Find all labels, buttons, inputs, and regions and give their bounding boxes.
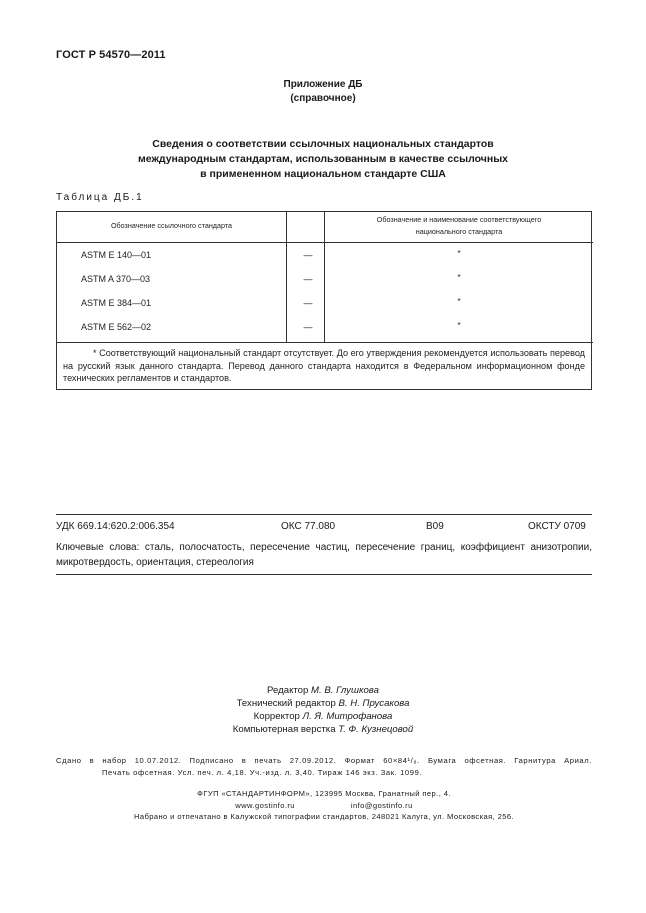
national-standard: * (457, 249, 461, 258)
header-divider (57, 242, 593, 243)
credit-proofreader (0, 710, 646, 723)
credit-editor (0, 684, 646, 697)
publisher-email[interactable]: info@gostinfo.ru (350, 800, 413, 810)
column-header-national (325, 214, 593, 238)
publisher-info (56, 788, 592, 823)
credit-name: Л. Я. Митрофанова (302, 711, 393, 722)
column-header-national-line-2: национального стандарта (415, 227, 503, 236)
credits (0, 684, 646, 736)
degree-of-correspondence: — (303, 322, 313, 332)
appendix-title: Приложение ДБ (283, 79, 363, 90)
section-title-line-2: международным стандартам, использованным в качестве ссылочных (137, 153, 508, 165)
reference-standard: ASTM A 370—03 (81, 274, 151, 284)
credit-role: Технический редактор (236, 698, 336, 709)
degree-of-correspondence: — (303, 250, 313, 260)
table-footnote-text: * Соответствующий национальный стандарт отсутствует. До его утверждения рекомендуется использовать перевод на русский язык данного стандарта. Перевод данного стандарта находится в Федеральном информационном фонде технических регламентов и стандартов. (63, 348, 585, 383)
keywords: Ключевые слова: сталь, полосчатость, пересечение частиц, пересечение границ, коэффициент анизотропии, микротвердость, ориентация, стереология (56, 542, 592, 568)
correspondence-table (56, 211, 592, 390)
credit-technical-editor (0, 697, 646, 710)
credit-layout (0, 723, 646, 736)
bottom-rule (56, 574, 592, 575)
section-title-line-1: Сведения о соответствии ссылочных национальных стандартов (152, 138, 494, 150)
imprint-line-1: Сдано в набор 10.07.2012. Подписано в печать 27.09.2012. Формат 60×84¹/₈. Бумага офсетная. Гарнитура Ариал. (56, 756, 592, 765)
degree-of-correspondence: — (303, 274, 313, 284)
credit-name: Т. Ф. Кузнецовой (338, 724, 414, 735)
national-standard: * (457, 297, 461, 306)
publisher-contacts (56, 800, 592, 812)
section-title (0, 137, 646, 182)
appendix-heading (0, 78, 646, 106)
national-standard: * (457, 273, 461, 282)
column-header-reference: Обозначение ссылочного стандарта (110, 221, 233, 230)
top-rule (56, 514, 592, 515)
printing-house: Набрано и отпечатано в Калужской типографии стандартов, 248021 Калуга, ул. Московская, 256. (133, 812, 515, 821)
footnote-divider (57, 342, 593, 343)
group-code: В09 (426, 521, 444, 532)
column-header-national-line-1: Обозначение и наименование соответствующего (376, 215, 542, 224)
oks-code: ОКС 77.080 (281, 521, 336, 532)
credit-role: Компьютерная верстка (232, 724, 336, 735)
credit-name: М. В. Глушкова (311, 685, 379, 696)
credit-role: Корректор (253, 711, 300, 722)
reference-standard: ASTM E 562—02 (81, 322, 152, 332)
table-footnote (63, 347, 585, 385)
reference-standard: ASTM E 384—01 (81, 298, 152, 308)
imprint (56, 755, 592, 779)
udk-code: УДК 669.14:620.2:006.354 (56, 521, 175, 532)
credit-name: В. Н. Прусакова (338, 698, 410, 709)
okstu-code: ОКСТУ 0709 (528, 521, 586, 532)
publisher-address: ФГУП «СТАНДАРТИНФОРМ», 123995 Москва, Гранатный пер., 4. (197, 789, 451, 798)
reference-standard: ASTM E 140—01 (81, 250, 152, 260)
standard-code: ГОСТ Р 54570—2011 (56, 49, 166, 61)
national-standard: * (457, 321, 461, 330)
section-title-line-3: в примененном национальном стандарте США (200, 168, 446, 180)
appendix-subtitle: (справочное) (290, 93, 356, 104)
credit-role: Редактор (267, 685, 309, 696)
degree-of-correspondence: — (303, 298, 313, 308)
table-label: Таблица ДБ.1 (56, 192, 144, 203)
imprint-line-2: Печать офсетная. Усл. печ. л. 4,18. Уч.-изд. л. 3,40. Тираж 146 экз. Зак. 1099. (102, 768, 423, 777)
publisher-website[interactable]: www.gostinfo.ru (235, 800, 295, 810)
